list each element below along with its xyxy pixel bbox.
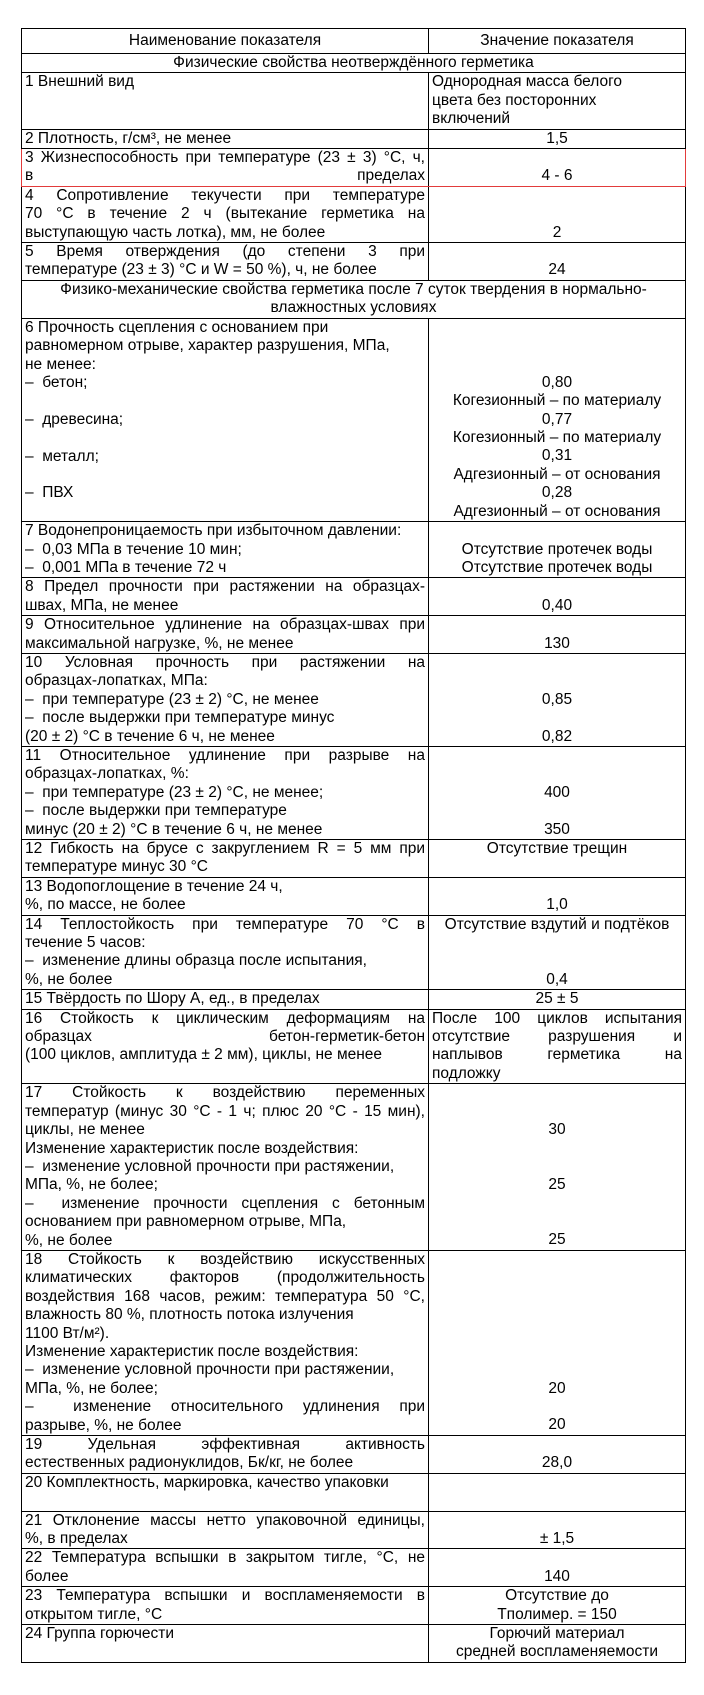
indicator-name-line: [25, 392, 425, 410]
indicator-value-line: 140: [544, 1567, 570, 1585]
indicator-value-line: [432, 1306, 682, 1324]
indicator-name-cell: [22, 186, 429, 242]
indicator-name-line: 4 Сопротивление текучести при температуре: [25, 186, 425, 204]
indicator-name-line: – ПВХ: [25, 484, 74, 502]
indicator-value-line: [432, 337, 682, 355]
indicator-value-line: 1,5: [546, 129, 568, 147]
indicator-value-line: 0,80: [541, 373, 573, 391]
section-header-cured-title: Физико-механические свойства герметика после 7 суток твердения в нормально-влажностных условиях: [22, 280, 686, 318]
indicator-value-line: 28,0: [541, 1454, 573, 1472]
indicator-value-line: [432, 1492, 682, 1510]
indicator-value-line: [432, 1213, 682, 1231]
indicator-value-line: [432, 765, 682, 783]
table-row: [22, 1625, 686, 1663]
indicator-name-line: 70 °С в течение 2 ч (вытекание герметика на: [25, 205, 425, 223]
indicator-value-cell: [429, 746, 686, 839]
indicator-name-line: 23 Температура вспышки и воспламеняемости в: [25, 1587, 425, 1605]
indicator-value-line: [432, 1251, 682, 1269]
indicator-name-line: 3 Жизнеспособность при температуре (23 ± 3) °С, ч,: [25, 149, 425, 167]
table-row: [22, 653, 686, 746]
indicator-value-cell: [429, 877, 686, 915]
indicator-value-line: [432, 1103, 682, 1121]
indicator-value-cell: [429, 1473, 686, 1511]
indicator-value-line: 20: [548, 1379, 566, 1397]
indicator-value-cell: [429, 990, 686, 1009]
indicator-value-line: [432, 1398, 682, 1416]
indicator-name-line: не менее:: [25, 355, 96, 373]
indicator-value-cell: [429, 73, 686, 129]
indicator-name-cell: [22, 915, 429, 990]
section-header-uncured-title: Физические свойства неотверждённого герметика: [22, 54, 686, 73]
indicator-name-cell: [22, 877, 429, 915]
indicator-name-line: %, не более: [25, 970, 113, 988]
indicator-value-line: [432, 187, 682, 205]
indicator-value-cell: [429, 840, 686, 878]
indicator-value-line: [432, 1343, 682, 1361]
indicator-name-line: образцах-лопатках, %:: [25, 765, 189, 783]
indicator-name-line: – при температуре (23 ± 2) °С, не менее: [25, 690, 319, 708]
indicator-value-line: 0,40: [541, 596, 573, 614]
indicator-name-cell: [22, 653, 429, 746]
indicator-value-line: [432, 355, 682, 373]
indicator-name-line: – древесина;: [25, 410, 124, 428]
indicator-name-cell: [22, 1625, 429, 1663]
header-row: [22, 29, 686, 54]
header-indicator-name: Наименование показателя: [22, 29, 429, 54]
indicator-name-line: температур (минус 30 °С - 1 ч; плюс 20 °С - 15 мин),: [25, 1102, 425, 1120]
indicator-name-line: образцах бетон-герметик-бетон: [25, 1028, 425, 1046]
indicator-name-line: 14 Теплостойкость при температуре 70 °С в: [25, 915, 425, 933]
indicator-name-line: 18 Стойкость к воздействию искусственных: [25, 1250, 425, 1268]
indicator-name-line: минус (20 ± 2) °С в течение 6 ч, не менее: [25, 820, 323, 838]
indicator-value-line: 25: [548, 1231, 566, 1249]
indicator-value-line: наплывов герметика на: [432, 1046, 682, 1064]
indicator-value-cell: [429, 1549, 686, 1587]
indicator-value-line: [432, 878, 682, 896]
indicator-value-cell: [429, 1084, 686, 1251]
indicator-name-line: более: [25, 1567, 69, 1585]
indicator-value-cell: [429, 522, 686, 578]
indicator-value-line: 0,85: [541, 690, 573, 708]
table-row: [22, 1084, 686, 1251]
indicator-value-line: [432, 1512, 682, 1530]
indicator-value-line: 130: [544, 634, 570, 652]
indicator-value-cell: [429, 915, 686, 990]
indicator-name-line: 9 Относительное удлинение на образцах-швах при: [25, 616, 425, 634]
indicator-value-line: [432, 319, 682, 337]
indicator-value-cell: [429, 149, 686, 187]
indicator-name-line: – изменение относительного удлинения при: [25, 1398, 425, 1416]
indicator-name-line: 10 Условная прочность при растяжении на: [25, 653, 425, 671]
indicator-value-cell: [429, 1625, 686, 1663]
indicator-name-line: 1100 Вт/м²).: [25, 1324, 110, 1342]
table-row: [22, 1250, 686, 1435]
indicator-value-cell: [429, 1511, 686, 1549]
indicator-value-line: 350: [544, 820, 570, 838]
header-indicator-value: Значение показателя: [429, 29, 686, 54]
table-row: [22, 746, 686, 839]
indicator-value-line: [432, 1361, 682, 1379]
table-row: [22, 73, 686, 129]
indicator-name-cell: [22, 840, 429, 878]
indicator-value-line: 20: [548, 1416, 566, 1434]
table-row: [22, 186, 686, 242]
indicator-name-line: %, не более: [25, 1231, 113, 1249]
indicator-name-cell: [22, 318, 429, 521]
indicator-name-line: 20 Комплектность, маркировка, качество упаковки: [25, 1473, 389, 1491]
indicator-name-cell: [22, 1436, 429, 1474]
indicator-name-cell: [22, 1511, 429, 1549]
indicator-value-line: средней воспламеняемости: [456, 1643, 658, 1661]
indicator-value-line: Горючий материал: [489, 1625, 625, 1643]
indicator-name-cell: [22, 1473, 429, 1511]
table-row: [22, 990, 686, 1009]
indicator-name-line: максимальной нагрузке, %, не менее: [25, 634, 294, 652]
indicator-name-line: 11 Относительное удлинение при разрыве на: [25, 746, 425, 764]
indicator-name-line: %, в пределах: [25, 1530, 128, 1548]
indicator-value-line: [432, 709, 682, 727]
indicator-name-line: швах, МПа, не менее: [25, 596, 179, 614]
indicator-value-line: [432, 1474, 682, 1492]
indicator-name-cell: [22, 73, 429, 129]
indicator-value-line: [432, 1436, 682, 1454]
indicator-value-line: 0,77: [541, 410, 573, 428]
indicator-value-cell: [429, 1587, 686, 1625]
properties-table: [21, 28, 686, 1663]
indicator-value-line: Tполимер. = 150: [497, 1605, 617, 1623]
table-row: [22, 318, 686, 521]
indicator-name-line: образцах-лопатках, МПа:: [25, 672, 208, 690]
indicator-value-line: [432, 205, 682, 223]
indicator-name-line: 21 Отклонение массы нетто упаковочной единицы,: [25, 1511, 425, 1529]
indicator-value-line: 4 - 6: [541, 167, 573, 185]
indicator-name-line: в пределах: [25, 167, 425, 185]
indicator-value-line: [432, 952, 682, 970]
indicator-value-line: 0,31: [541, 447, 573, 465]
indicator-name-cell: [22, 1084, 429, 1251]
indicator-name-line: – 0,03 МПа в течение 10 мин;: [25, 540, 242, 558]
indicator-name-cell: [22, 746, 429, 839]
table-row: [22, 1009, 686, 1084]
indicator-name-line: температуре (23 ± 3) °С и W = 50 %), ч, не более: [25, 261, 377, 279]
indicator-name-line: – металл;: [25, 447, 99, 465]
section-header-uncured: [22, 54, 686, 73]
indicator-name-line: – изменение длины образца после испытания,: [25, 952, 367, 970]
indicator-name-cell: [22, 990, 429, 1009]
indicator-name-line: основанием при равномерном отрыве, МПа,: [25, 1213, 347, 1231]
indicator-name-line: [25, 1492, 425, 1510]
indicator-name-cell: [22, 1250, 429, 1435]
indicator-name-line: – при температуре (23 ± 2) °С, не менее;: [25, 783, 324, 801]
indicator-name-line: МПа, %, не более;: [25, 1379, 158, 1397]
indicator-name-line: течение 5 часов:: [25, 934, 146, 952]
indicator-value-line: подложку: [432, 1064, 501, 1082]
indicator-name-line: 7 Водонепроницаемость при избыточном давлении:: [25, 522, 402, 540]
indicator-name-cell: [22, 1549, 429, 1587]
indicator-value-line: [432, 522, 682, 540]
indicator-value-line: 30: [548, 1121, 566, 1139]
table-row: [22, 1436, 686, 1474]
indicator-value-cell: [429, 1250, 686, 1435]
indicator-name-line: – после выдержки при температуре: [25, 802, 287, 820]
indicator-name-line: выступающую часть лотка), мм, не более: [25, 223, 326, 241]
indicator-value-line: [432, 1158, 682, 1176]
indicator-name-line: 15 Твёрдость по Шору А, ед., в пределах: [25, 990, 320, 1008]
indicator-value-line: [432, 243, 682, 261]
indicator-name-line: %, по массе, не более: [25, 896, 186, 914]
indicator-name-line: [25, 429, 425, 447]
indicator-name-line: циклы, не менее: [25, 1121, 145, 1139]
indicator-name-line: – изменение условной прочности при растяжении,: [25, 1361, 395, 1379]
indicator-name-line: 16 Стойкость к циклическим деформациям на: [25, 1009, 425, 1027]
indicator-value-line: цвета без посторонних: [432, 91, 597, 109]
indicator-value-line: Однородная масса белого: [432, 73, 623, 91]
section-header-cured: [22, 280, 686, 318]
indicator-name-line: (100 циклов, амплитуда ± 2 мм), циклы, не менее: [25, 1046, 383, 1064]
indicator-value-line: [432, 672, 682, 690]
table-row: [22, 840, 686, 878]
indicator-value-line: [432, 1288, 682, 1306]
indicator-value-line: [432, 654, 682, 672]
indicator-value-line: [432, 1195, 682, 1213]
indicator-value-line: Когезионный – по материалу: [452, 392, 662, 410]
table-row: [22, 149, 686, 187]
indicator-value-line: 0,4: [546, 970, 568, 988]
indicator-value-line: Отсутствие вздутий и подтёков: [444, 915, 670, 933]
indicator-name-line: 6 Прочность сцепления с основанием при: [25, 318, 329, 336]
indicator-name-line: – бетон;: [25, 373, 88, 391]
table-row: [22, 877, 686, 915]
indicator-name-line: – после выдержки при температуре минус: [25, 709, 335, 727]
indicator-value-line: 25: [548, 1176, 566, 1194]
indicator-name-line: 22 Температура вспышки в закрытом тигле, °С, не: [25, 1549, 425, 1567]
indicator-value-line: 0,82: [541, 727, 573, 745]
indicator-name-line: 1 Внешний вид: [25, 73, 134, 91]
indicator-value-line: 1,0: [546, 896, 568, 914]
indicator-value-line: включений: [432, 110, 511, 128]
indicator-name-line: (20 ± 2) °С в течение 6 ч, не менее: [25, 727, 275, 745]
table-row: [22, 1549, 686, 1587]
indicator-name-cell: [22, 129, 429, 148]
indicator-name-line: 17 Стойкость к воздействию переменных: [25, 1084, 425, 1102]
indicator-value-line: отсутствие разрушения и: [432, 1028, 682, 1046]
table-row: [22, 1473, 686, 1511]
indicator-value-line: 2: [552, 223, 562, 241]
indicator-value-line: 400: [544, 783, 570, 801]
indicator-name-cell: [22, 522, 429, 578]
indicator-name-line: разрыве, %, не более: [25, 1416, 182, 1434]
indicator-value-cell: [429, 318, 686, 521]
indicator-value-cell: [429, 653, 686, 746]
indicator-value-line: [432, 1139, 682, 1157]
indicator-value-line: Когезионный – по материалу: [452, 429, 662, 447]
indicator-value-line: [432, 1325, 682, 1343]
table-body: [22, 54, 686, 1663]
indicator-name-line: – изменение условной прочности при растяжении,: [25, 1157, 395, 1175]
indicator-value-line: [432, 1084, 682, 1102]
indicator-value-line: Адгезионный – от основания: [453, 502, 661, 520]
indicator-name-line: равномерном отрыве, характер разрушения, МПа,: [25, 337, 390, 355]
indicator-name-line: естественных радионуклидов, Бк/кг, не более: [25, 1454, 354, 1472]
indicator-name-line: 5 Время отверждения (до степени 3 при: [25, 243, 425, 261]
indicator-name-line: воздействия 168 часов, режим: температура 50 °С,: [25, 1287, 425, 1305]
indicator-name-cell: [22, 1587, 429, 1625]
indicator-value-cell: [429, 1009, 686, 1084]
table-row: [22, 616, 686, 654]
indicator-value-cell: [429, 616, 686, 654]
indicator-name-line: [25, 503, 425, 521]
indicator-name-line: открытом тигле, °С: [25, 1605, 163, 1623]
table-row: [22, 915, 686, 990]
indicator-name-cell: [22, 578, 429, 616]
indicator-value-cell: [429, 129, 686, 148]
indicator-name-line: 19 Удельная эффективная активность: [25, 1436, 425, 1454]
indicator-name-line: [25, 466, 425, 484]
indicator-value-cell: [429, 578, 686, 616]
indicator-value-cell: [429, 243, 686, 281]
indicator-value-line: 24: [548, 261, 566, 279]
indicator-value-line: Адгезионный – от основания: [453, 465, 661, 483]
indicator-value-line: Отсутствие трещин: [486, 840, 628, 858]
indicator-value-line: [432, 1269, 682, 1287]
indicator-name-line: 24 Группа горючести: [25, 1625, 175, 1643]
indicator-name-line: 8 Предел прочности при растяжении на образцах-: [25, 578, 425, 596]
table-row: [22, 522, 686, 578]
indicator-name-line: МПа, %, не более;: [25, 1176, 158, 1194]
indicator-name-line: климатических факторов (продолжительность: [25, 1269, 425, 1287]
table-row: [22, 1587, 686, 1625]
indicator-value-line: Отсутствие протечек воды: [461, 558, 653, 576]
indicator-name-cell: [22, 1009, 429, 1084]
table-row: [22, 129, 686, 148]
indicator-value-line: ± 1,5: [539, 1530, 575, 1548]
indicator-value-line: Отсутствие протечек воды: [461, 540, 653, 558]
indicator-value-line: После 100 циклов испытания: [432, 1009, 682, 1027]
indicator-name-cell: [22, 149, 429, 187]
indicator-name-line: 12 Гибкость на брусе с закруглением R = 5 мм при: [25, 840, 425, 858]
indicator-name-cell: [22, 243, 429, 281]
indicator-value-line: [432, 934, 682, 952]
indicator-name-line: температуре минус 30 °С: [25, 858, 208, 876]
indicator-name-cell: [22, 616, 429, 654]
indicator-value-line: [432, 578, 682, 596]
indicator-name-line: 13 Водопоглощение в течение 24 ч,: [25, 877, 283, 895]
indicator-value-line: [432, 149, 682, 167]
indicator-name-line: – изменение прочности сцепления с бетонным: [25, 1194, 425, 1212]
indicator-value-line: [432, 802, 682, 820]
table-row: [22, 243, 686, 281]
indicator-name-line: Изменение характеристик после воздействия:: [25, 1139, 359, 1157]
indicator-value-line: [432, 616, 682, 634]
indicator-value-line: 25 ± 5: [535, 990, 579, 1008]
indicator-value-line: [432, 1549, 682, 1567]
indicator-value-line: [432, 747, 682, 765]
indicator-name-line: влажность 80 %, плотность потока излучения: [25, 1306, 354, 1324]
indicator-value-line: 0,28: [541, 484, 573, 502]
indicator-name-line: 2 Плотность, г/см³, не менее: [25, 129, 232, 147]
indicator-name-line: Изменение характеристик после воздействия:: [25, 1342, 359, 1360]
indicator-value-cell: [429, 186, 686, 242]
indicator-value-cell: [429, 1436, 686, 1474]
indicator-value-line: Отсутствие до: [505, 1587, 609, 1605]
table-row: [22, 578, 686, 616]
indicator-name-line: – 0,001 МПа в течение 72 ч: [25, 558, 227, 576]
table-row: [22, 1511, 686, 1549]
